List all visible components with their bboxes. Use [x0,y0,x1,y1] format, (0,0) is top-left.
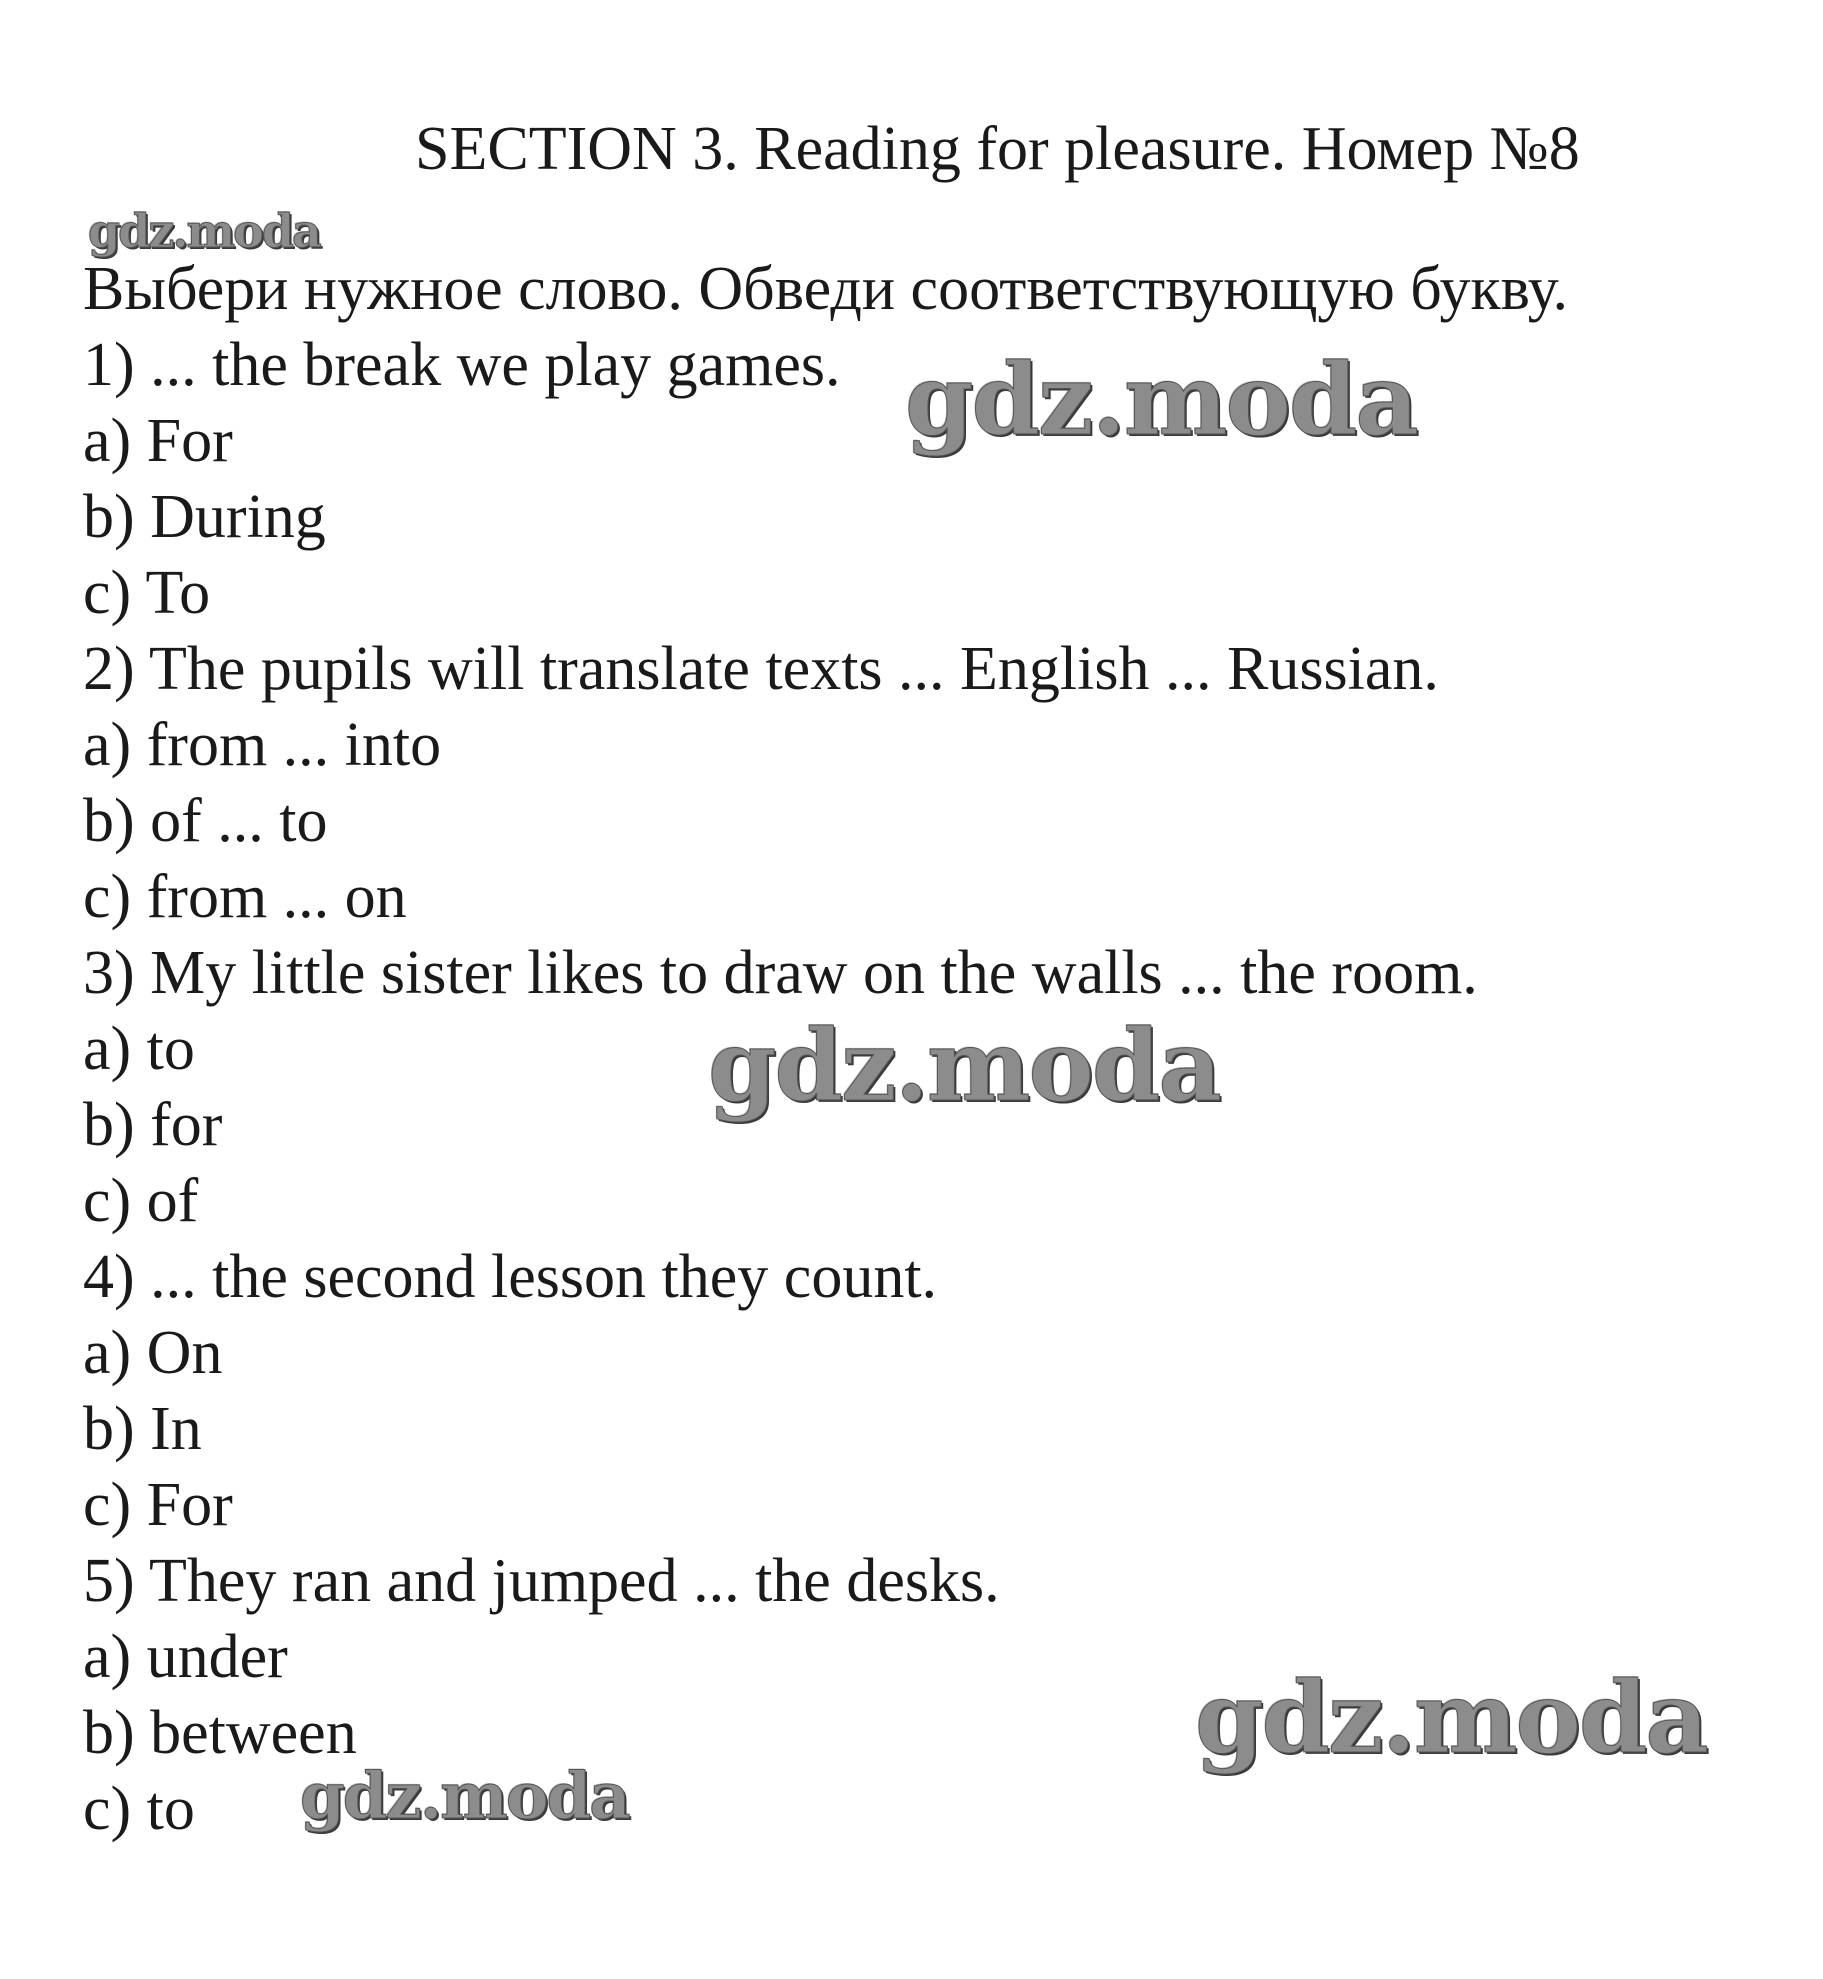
watermark: gdz.moda [1195,1661,1707,1776]
page-title: SECTION 3. Reading for pleasure. Номер №8 [415,115,1580,183]
watermark: gdz.moda [88,204,320,258]
option: c) For [83,1471,233,1539]
option: c) of [83,1167,199,1235]
question-text: 4) ... the second lesson they count. [83,1243,938,1311]
option: a) to [83,1015,195,1083]
option: a) On [83,1319,223,1387]
question-text: 5) They ran and jumped ... the desks. [83,1547,1000,1615]
question-text: 2) The pupils will translate texts ... English ... Russian. [83,635,1439,703]
question-text: 3) My little sister likes to draw on the walls ... the room. [83,939,1478,1007]
option: c) To [83,559,211,627]
option: b) between [83,1699,357,1767]
option: c) to [83,1775,195,1843]
option: b) for [83,1091,223,1159]
watermark: gdz.moda [905,343,1417,458]
option: b) During [83,483,326,551]
option: a) under [83,1623,288,1691]
question-text: 1) ... the break we play games. [83,331,841,399]
instruction: Выбери нужное слово. Обведи соответствующую букву. [83,255,1569,323]
watermark: gdz.moda [708,1009,1220,1124]
option: a) from ... into [83,711,442,779]
option: a) For [83,407,233,475]
watermark: gdz.moda [300,1759,629,1834]
option: b) In [83,1395,202,1463]
option: c) from ... on [83,863,407,931]
option: b) of ... to [83,787,328,855]
